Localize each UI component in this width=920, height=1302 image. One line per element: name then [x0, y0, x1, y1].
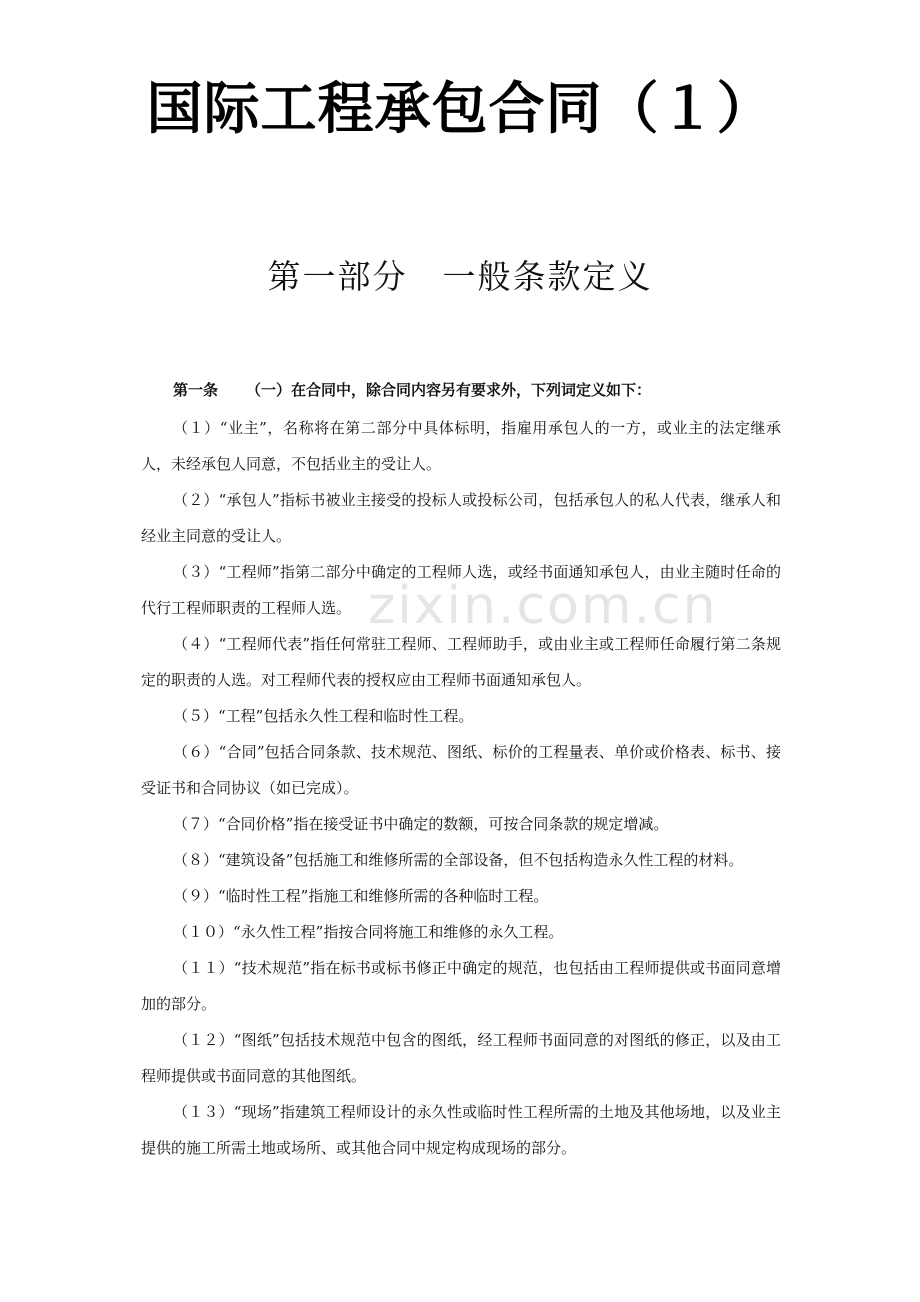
definition-item: （１１）“技术规范”指在标书或标书修正中确定的规范，也包括由工程师提供或书面同意增加的部分。: [141, 959, 781, 1013]
definition-item: （４）“工程师代表”指任何常驻工程师、工程师助手，或由业主或工程师任命履行第二条规定的职责的人选。对工程师代表的授权应由工程师书面通知承包人。: [141, 635, 781, 689]
definitions-list: [141, 410, 781, 1166]
definition-item: （５）“工程”包括永久性工程和临时性工程。: [173, 707, 474, 725]
definition-item: （１３）“现场”指建筑工程师设计的永久性或临时性工程所需的土地及其他场地，以及业主提供的施工所需土地或场所、或其他合同中规定构成现场的部分。: [141, 1103, 781, 1157]
part-title: 第一部分 一般条款定义: [267, 257, 653, 296]
article-number: 第一条: [173, 381, 219, 399]
definition-item: （６）“合同”包括合同条款、技术规范、图纸、标价的工程量表、单价或价格表、标书、接受证书和合同协议（如已完成）。: [141, 743, 781, 797]
definition-item: （９）“临时性工程”指施工和维修所需的各种临时工程。: [173, 887, 549, 905]
article-heading-text: （一）在合同中，除合同内容另有要求外，下列词定义如下：: [246, 381, 652, 399]
definition-item: （１２）“图纸”包括技术规范中包含的图纸，经工程师书面同意的对图纸的修正，以及由工程师提供或书面同意的其他图纸。: [141, 1031, 781, 1085]
definition-item: （１）“业主”，名称将在第二部分中具体标明，指雇用承包人的一方，或业主的法定继承人，未经承包人同意，不包括业主的受让人。: [141, 419, 781, 473]
definition-item: （３）“工程师”指第二部分中确定的工程师人选，或经书面通知承包人，由业主随时任命的代行工程师职责的工程师人选。: [141, 563, 781, 617]
definition-item: （８）“建筑设备”包括施工和维修所需的全部设备，但不包括构造永久性工程的材料。: [173, 851, 744, 869]
watermark: zixin.com.cn: [368, 576, 718, 636]
article-heading: [173, 378, 651, 402]
document-title: 国际工程承包合同（１）: [146, 77, 774, 142]
definition-item: （１０）“永久性工程”指按合同将施工和维修的永久工程。: [173, 923, 564, 941]
definition-item: （７）“合同价格”指在接受证书中确定的数额，可按合同条款的规定增减。: [173, 815, 669, 833]
definition-item: （２）“承包人”指标书被业主接受的投标人或投标公司，包括承包人的私人代表，继承人和经业主同意的受让人。: [141, 491, 781, 545]
